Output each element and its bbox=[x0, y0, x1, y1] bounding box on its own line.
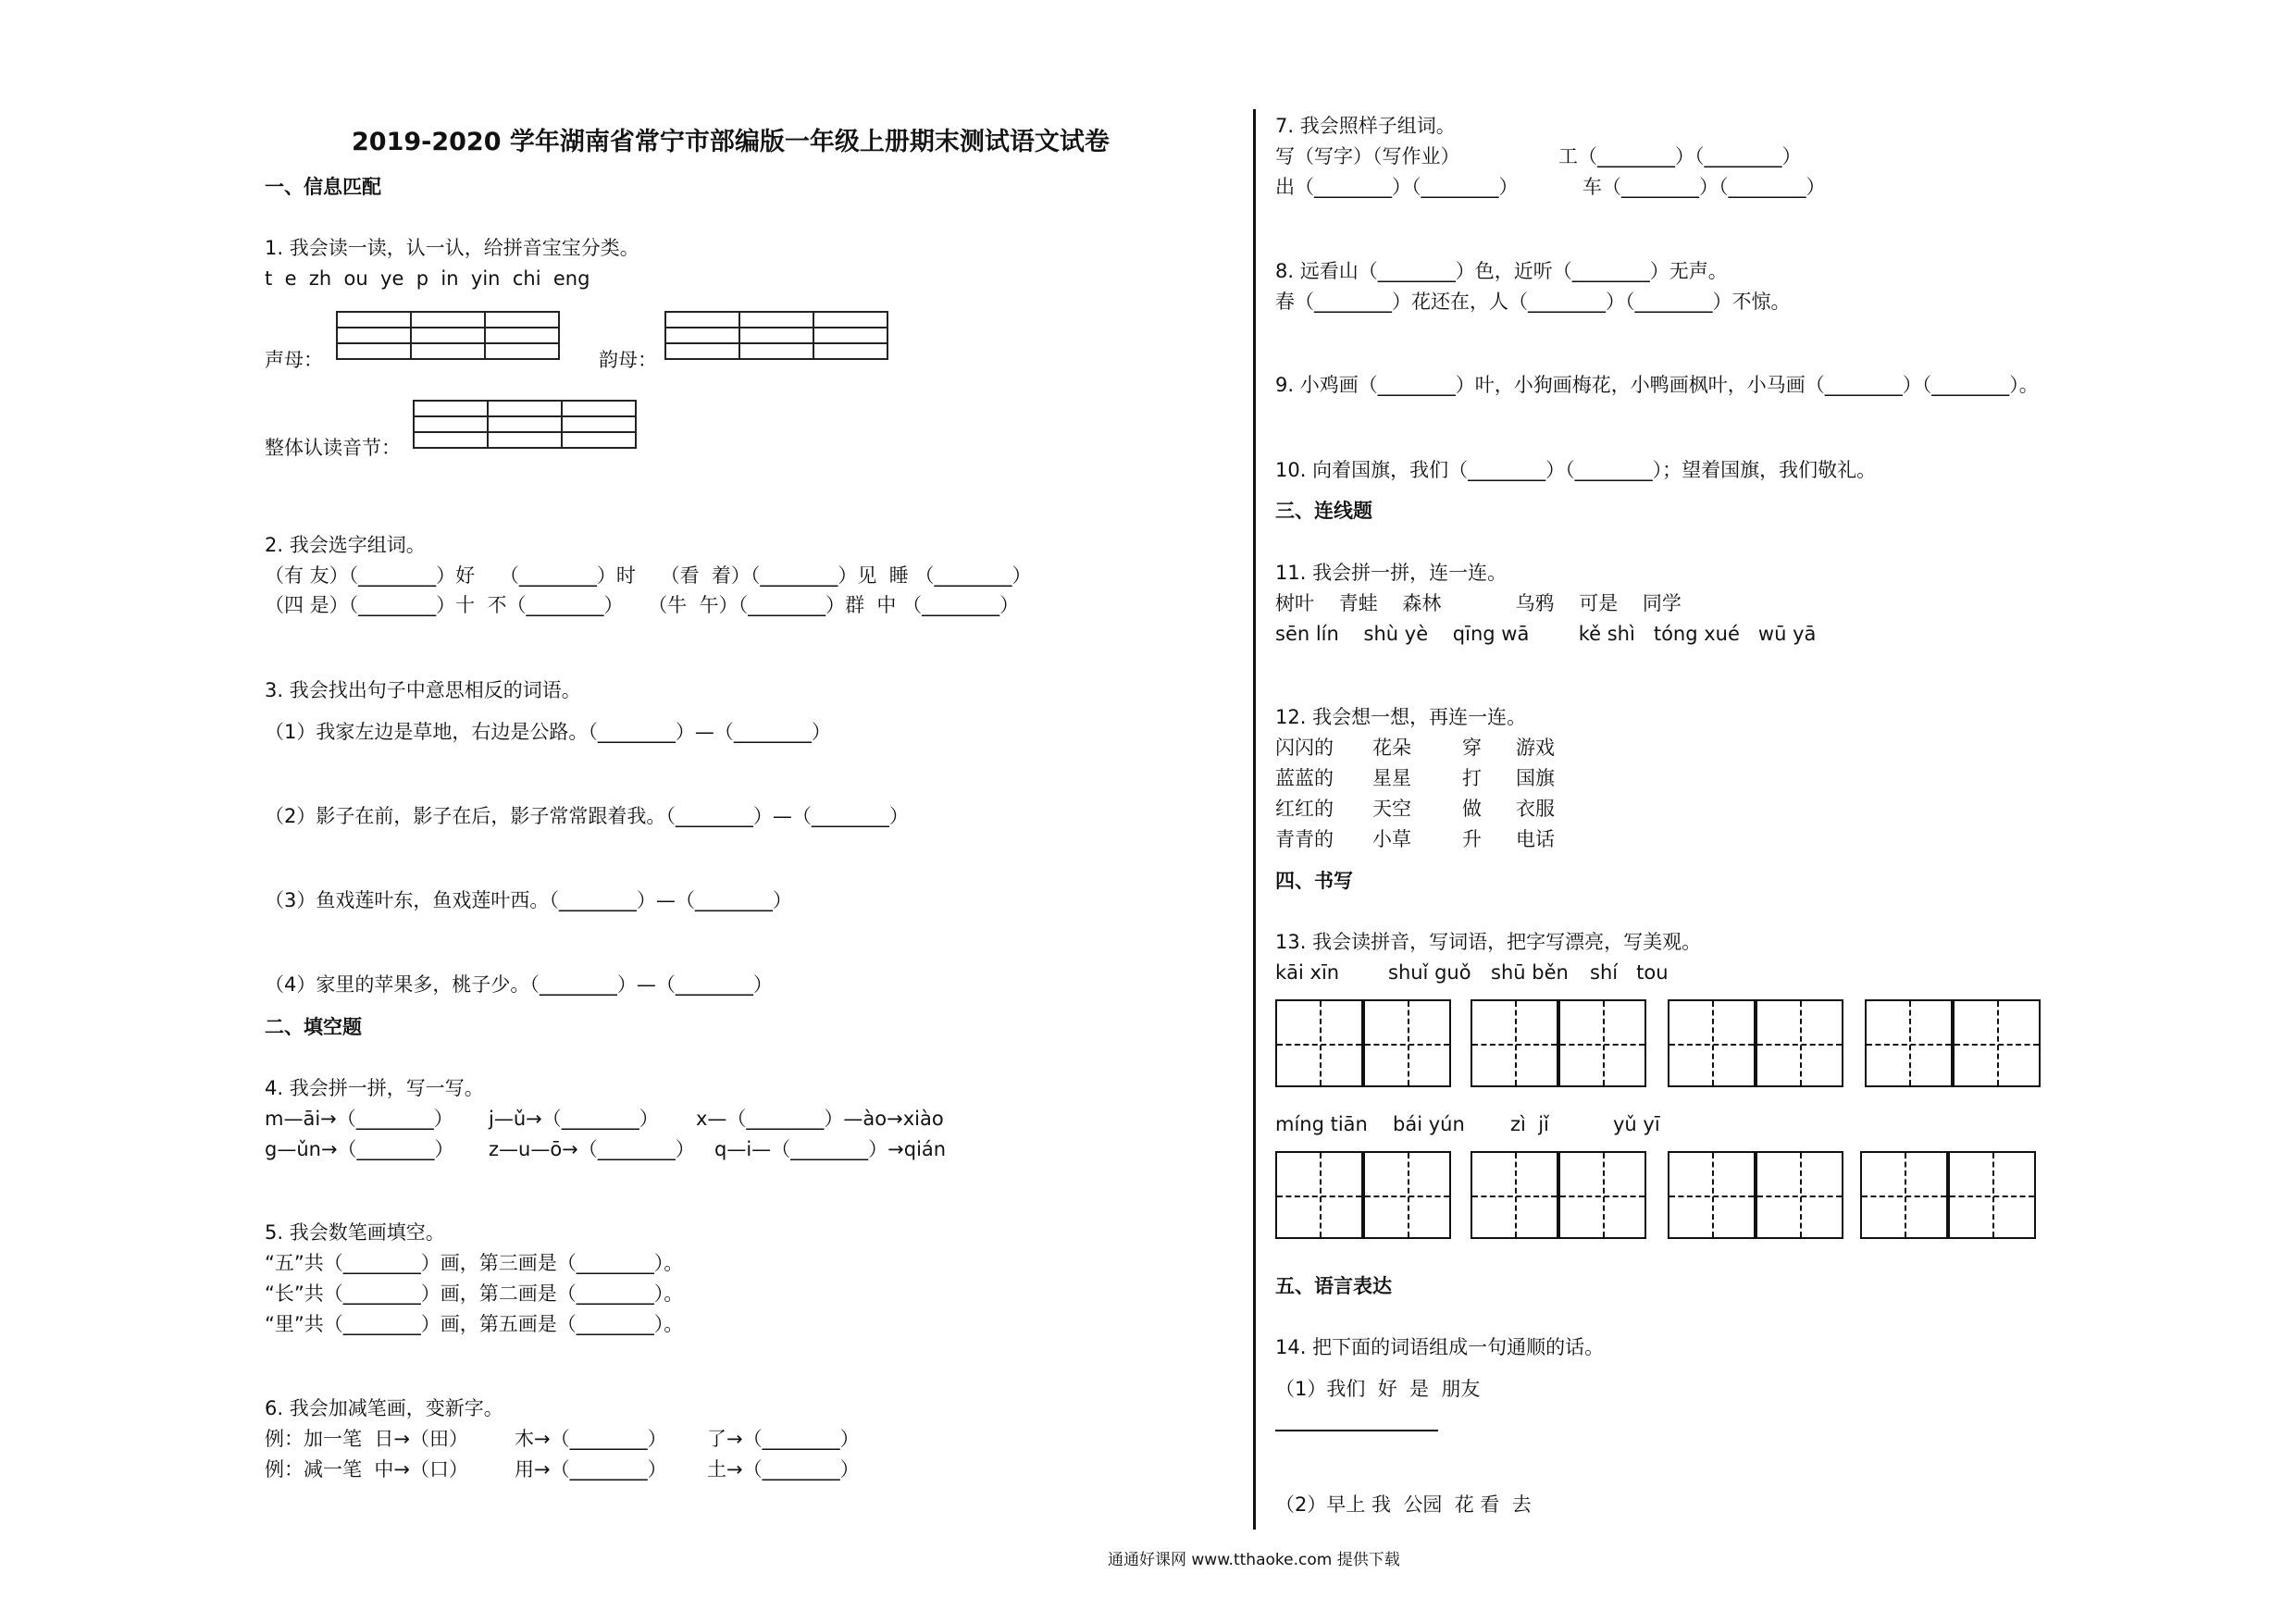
q14-answer-line[interactable] bbox=[1275, 1430, 1438, 1431]
writing-grid-cell[interactable] bbox=[1275, 999, 1363, 1087]
column-divider bbox=[1253, 109, 1256, 1530]
q4-prompt: 4. 我会拼一拼，写一写。 bbox=[265, 1077, 484, 1099]
q10-line: 10. 向着国旗，我们（________）（________）；望着国旗，我们敬礼。 bbox=[1275, 459, 1877, 481]
q12-cell: 打 bbox=[1462, 767, 1482, 789]
writing-grid-cell[interactable] bbox=[1756, 1151, 1843, 1239]
q2-line-2: （四 是）（________）十 不（________） （牛 午）（________）群 中 （________） bbox=[265, 594, 1020, 616]
q14-prompt: 14. 把下面的词语组成一句通顺的话。 bbox=[1275, 1336, 1605, 1358]
q5-line-1: “五”共（________）画，第三画是（________）。 bbox=[265, 1252, 684, 1274]
writing-grid-cell[interactable] bbox=[1860, 1151, 1948, 1239]
writing-grid-cell[interactable] bbox=[1865, 999, 1953, 1087]
q11-words: 树叶 青蛙 森林 乌鸦 可是 同学 bbox=[1275, 592, 1682, 614]
q12-cell: 天空 bbox=[1372, 798, 1411, 820]
q6-example-2: 例：减一笔 中→（口） bbox=[265, 1458, 468, 1481]
page-title: 2019-2020 学年湖南省常宁市部编版一年级上册期末测试语文试卷 bbox=[352, 128, 1110, 156]
q1-prompt: 1. 我会读一读，认一认，给拼音宝宝分类。 bbox=[265, 237, 639, 259]
section-heading-1: 一、信息匹配 bbox=[265, 176, 381, 198]
writing-grid-cell[interactable] bbox=[1953, 999, 2041, 1087]
q12-cell: 青青的 bbox=[1275, 828, 1334, 850]
q12-cell: 蓝蓝的 bbox=[1275, 767, 1334, 789]
q5-prompt: 5. 我会数笔画填空。 bbox=[265, 1221, 445, 1244]
shengmu-answer-grid[interactable] bbox=[336, 311, 560, 360]
yunmu-answer-grid[interactable] bbox=[664, 311, 888, 360]
section-heading-3: 三、连线题 bbox=[1275, 500, 1372, 522]
q4-item-1b: j—ǔ→（________） bbox=[489, 1108, 659, 1130]
q14-sentence-2: （2）早上 我 公园 花 看 去 bbox=[1275, 1493, 1532, 1516]
q13-pinyin: shū běn bbox=[1491, 961, 1569, 984]
writing-grid-cell[interactable] bbox=[1363, 1151, 1451, 1239]
q2-line-1: （有 友）（________）好 （________）时 （看 着）（________）见 睡 （________） bbox=[265, 564, 1032, 587]
q12-cell: 穿 bbox=[1462, 737, 1482, 759]
page-footer: 通通好课网 www.tthaoke.com 提供下载 bbox=[1108, 1551, 1400, 1569]
q4-item-2b: z—u—ō→（________） bbox=[489, 1138, 695, 1160]
q3-sentence-3: （3）鱼戏莲叶东，鱼戏莲叶西。（________）—（________） bbox=[265, 889, 792, 911]
q4-item-2a: g—ǔn→（________） bbox=[265, 1138, 454, 1160]
writing-grid-cell[interactable] bbox=[1558, 1151, 1646, 1239]
q6-example-1: 例：加一笔 日→（田） bbox=[265, 1428, 468, 1450]
q12-cell: 国旗 bbox=[1516, 767, 1555, 789]
q13-pinyin: shuǐ guǒ bbox=[1388, 961, 1471, 984]
q4-item-1c: x—（________）—ào→xiào bbox=[696, 1108, 944, 1130]
q7-prompt: 7. 我会照样子组词。 bbox=[1275, 115, 1456, 137]
q4-item-1a: m—āi→（________） bbox=[265, 1108, 453, 1130]
q3-sentence-4: （4）家里的苹果多，桃子少。（________）—（________） bbox=[265, 973, 773, 996]
q12-cell: 电话 bbox=[1516, 828, 1555, 850]
q11-pinyin: sēn lín shù yè qīng wā kě shì tóng xué wū yā bbox=[1275, 623, 1817, 645]
q5-line-3: “里”共（________）画，第五画是（________）。 bbox=[265, 1313, 684, 1335]
q12-cell: 升 bbox=[1462, 828, 1482, 850]
q13-pinyin: míng tiān bbox=[1275, 1113, 1368, 1135]
q13-pinyin: bái yún bbox=[1393, 1113, 1465, 1135]
q12-cell: 小草 bbox=[1372, 828, 1411, 850]
q13-pinyin: kāi xīn bbox=[1275, 961, 1340, 984]
writing-grid-cell[interactable] bbox=[1558, 999, 1646, 1087]
q12-cell: 做 bbox=[1462, 798, 1482, 820]
q9-line: 9. 小鸡画（________）叶，小狗画梅花，小鸭画枫叶，小马画（________）（________）。 bbox=[1275, 374, 2039, 396]
q12-cell: 星星 bbox=[1372, 767, 1411, 789]
q1-letters: t e zh ou ye p in yin chi eng bbox=[265, 267, 590, 290]
writing-grid-cell[interactable] bbox=[1668, 999, 1756, 1087]
q12-cell: 闪闪的 bbox=[1275, 737, 1334, 759]
q12-cell: 衣服 bbox=[1516, 798, 1555, 820]
q6-item-1c: 了→（________） bbox=[707, 1428, 860, 1450]
writing-grid-cell[interactable] bbox=[1668, 1151, 1756, 1239]
writing-grid-cell[interactable] bbox=[1471, 999, 1558, 1087]
q12-cell: 花朵 bbox=[1372, 737, 1411, 759]
q2-prompt: 2. 我会选字组词。 bbox=[265, 534, 426, 556]
q3-prompt: 3. 我会找出句子中意思相反的词语。 bbox=[265, 679, 581, 701]
q3-sentence-1: （1）我家左边是草地，右边是公路。（________）—（________） bbox=[265, 721, 831, 743]
writing-grid-cell[interactable] bbox=[1471, 1151, 1558, 1239]
writing-grid-cell[interactable] bbox=[1756, 999, 1843, 1087]
q8-line-2: 春（________）花还在，人（________）（________）不惊。 bbox=[1275, 291, 1791, 313]
q1-shengmu-label: 声母： bbox=[265, 349, 323, 371]
q13-prompt: 13. 我会读拼音，写词语，把字写漂亮，写美观。 bbox=[1275, 931, 1702, 953]
q7-item-2: 出（________）（________） bbox=[1275, 176, 1519, 198]
q7-example: 写（写字）（写作业） bbox=[1275, 145, 1460, 167]
writing-grid-cell[interactable] bbox=[1275, 1151, 1363, 1239]
section-heading-2: 二、填空题 bbox=[265, 1016, 362, 1038]
q13-pinyin: shí tou bbox=[1590, 961, 1669, 984]
q4-item-2c: q—i—（________）→qián bbox=[714, 1138, 947, 1160]
q12-cell: 游戏 bbox=[1516, 737, 1555, 759]
q7-item-1: 工（________）（________） bbox=[1558, 145, 1802, 167]
q1-yunmu-label: 韵母： bbox=[599, 349, 657, 371]
q7-item-3: 车（________）（________） bbox=[1582, 176, 1826, 198]
q6-item-1b: 木→（________） bbox=[515, 1428, 667, 1450]
q6-item-2b: 用→（________） bbox=[515, 1458, 667, 1481]
q11-prompt: 11. 我会拼一拼，连一连。 bbox=[1275, 562, 1508, 584]
zhengti-answer-grid[interactable] bbox=[413, 400, 637, 449]
q5-line-2: “长”共（________）画，第二画是（________）。 bbox=[265, 1282, 684, 1305]
q13-pinyin: yǔ yī bbox=[1613, 1113, 1660, 1135]
q12-prompt: 12. 我会想一想，再连一连。 bbox=[1275, 706, 1527, 728]
section-heading-4: 四、书写 bbox=[1275, 870, 1353, 892]
q13-pinyin: zì jǐ bbox=[1510, 1113, 1549, 1135]
q14-sentence-1: （1）我们 好 是 朋友 bbox=[1275, 1378, 1481, 1400]
q6-prompt: 6. 我会加减笔画，变新字。 bbox=[265, 1397, 503, 1419]
q3-sentence-2: （2）影子在前，影子在后，影子常常跟着我。（________）—（________） bbox=[265, 805, 909, 827]
q8-line-1: 8. 远看山（________）色，近听（________）无声。 bbox=[1275, 260, 1728, 282]
q12-cell: 红红的 bbox=[1275, 798, 1334, 820]
q1-zhengti-label: 整体认读音节： bbox=[265, 437, 401, 459]
q6-item-2c: 土→（________） bbox=[707, 1458, 860, 1481]
writing-grid-cell[interactable] bbox=[1948, 1151, 2036, 1239]
section-heading-5: 五、语言表达 bbox=[1275, 1275, 1392, 1297]
writing-grid-cell[interactable] bbox=[1363, 999, 1451, 1087]
